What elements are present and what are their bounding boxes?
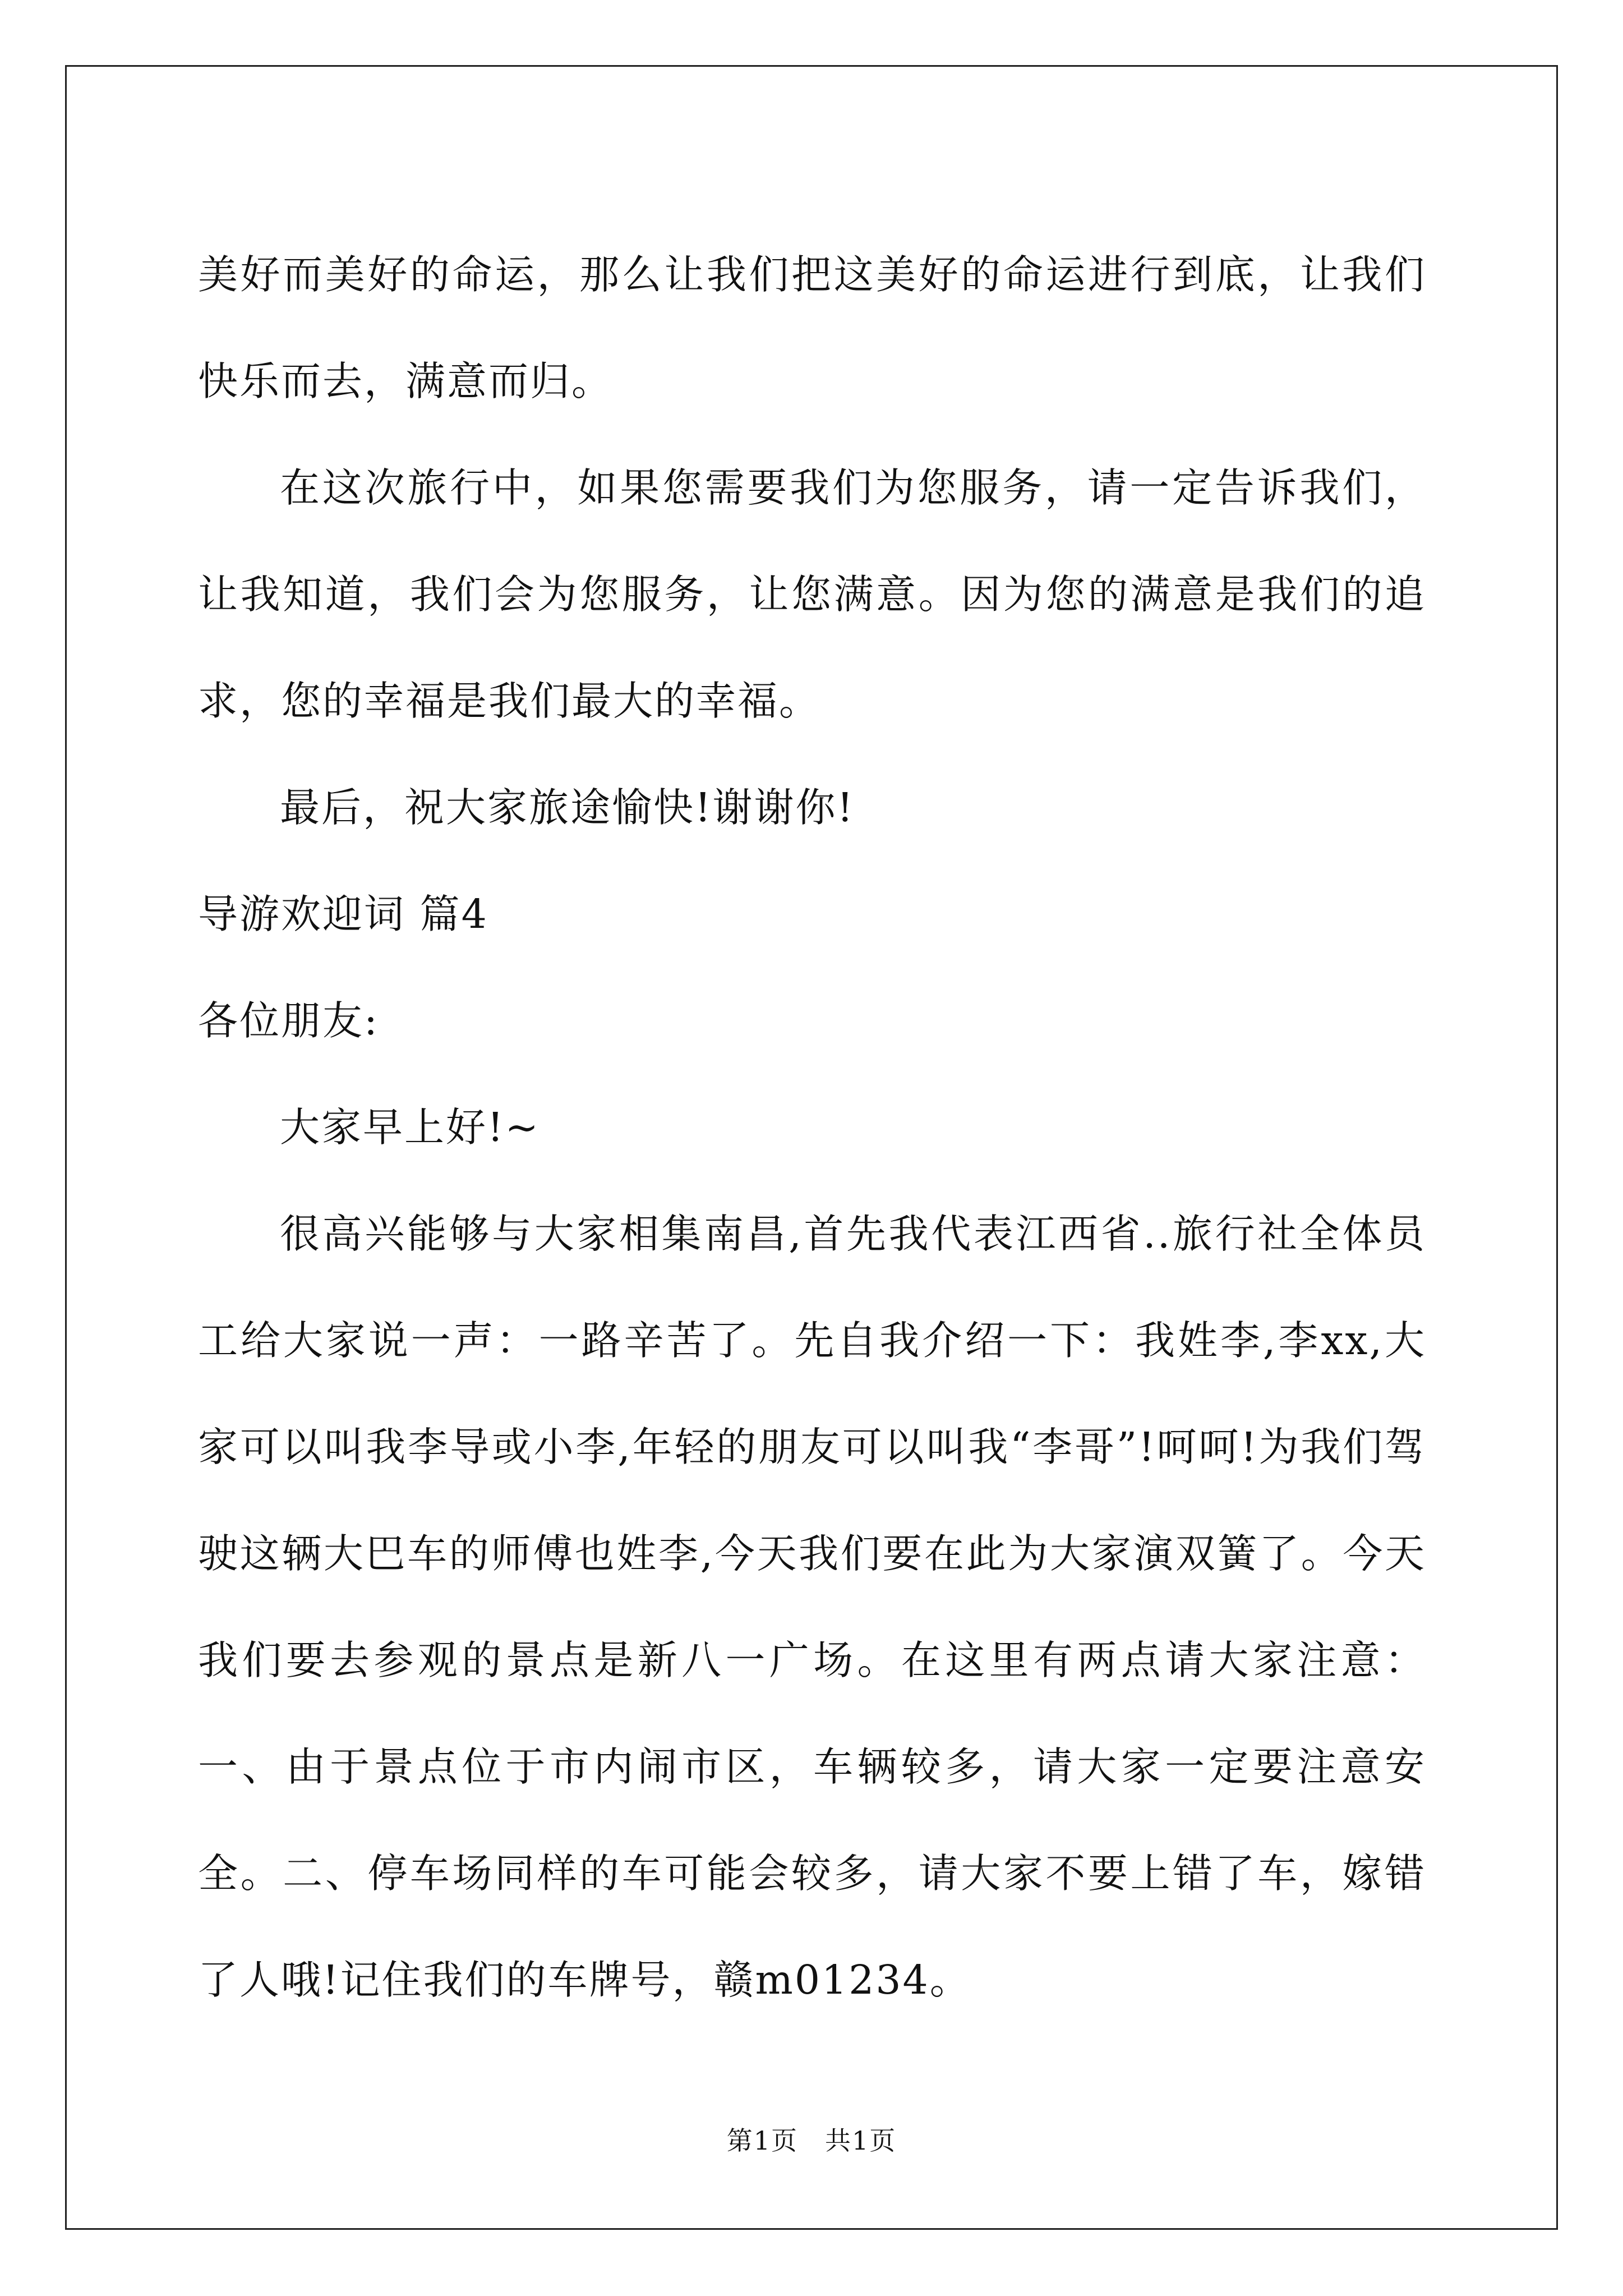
page-number-footer: 第1页 共1页 — [726, 2125, 897, 2156]
section-heading: 导游欢迎词 篇4 — [198, 891, 488, 937]
paragraph-introduction: 很高兴能够与大家相集南昌,首先我代表江西省..旅行社全体员工给大家说一声：一路辛苦了。先自我介绍一下：我姓李,李xx,大家可以叫我李导或小李,年轻的朋友可以叫我“李哥”!呵呵!为我们驾驶这辆大巴车的师傅也姓李,今天我们要在此为大家演双簧了。今天我们要去参观的景点是新八一广场。在这里有两点请大家注意：一、由于景点位于市内闹市区，车辆较多，请大家一定要注意安全。二、停车场同样的车可能会较多，请大家不要上错了车，嫁错了人哦!记住我们的车牌号，赣m01234。 — [198, 1211, 1426, 2003]
salutation: 各位朋友: — [198, 997, 379, 1044]
greeting: 大家早上好!~ — [280, 1104, 541, 1151]
paragraph-service: 在这次旅行中，如果您需要我们为您服务，请一定告诉我们，让我知道，我们会为您服务，让您满意。因为您的满意是我们的追求，您的幸福是我们最大的幸福。 — [198, 464, 1426, 724]
paragraph-closing: 最后，祝大家旅途愉快!谢谢你! — [280, 784, 855, 831]
paragraph-continuation: 美好而美好的命运，那么让我们把这美好的命运进行到底，让我们快乐而去，满意而归。 — [198, 251, 1426, 404]
document-body — [198, 222, 1426, 2033]
